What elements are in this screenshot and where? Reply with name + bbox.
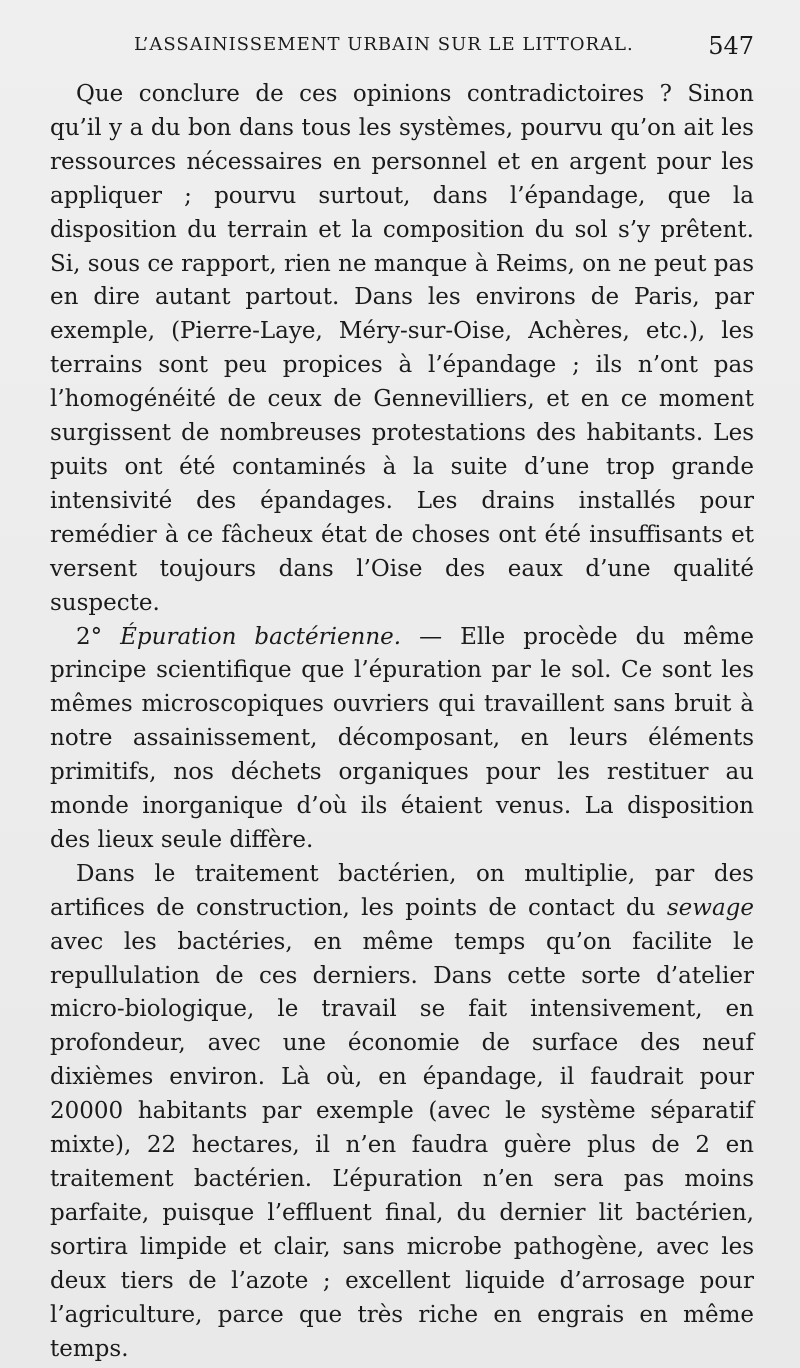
paragraph-opinions — [50, 78, 754, 621]
paragraph-bacterial-purification — [50, 621, 754, 858]
paragraph-opinions-text: Que conclure de ces opinions contradictoires ? Sinon qu’il y a du bon dans tous les systèmes, pourvu qu’on ait les ressources nécessaires en personnel et en argent pour les appliquer ; pourvu surtout, dans l’épandage, que la disposition du terrain et la composition du sol s’y prêtent. Si, sous ce rapport, rien ne manque à Reims, on ne peut pas en dire autant partout. Dans les environs de Paris, par exemple, (Pierre-Laye, Méry-sur-Oise, Achères, etc.), les terrains sont peu propices à l’épandage ; ils n’ont pas l’homogénéité de ceux de Gennevilliers, et en ce moment surgissent de nombreuses protestations des habitants. Les puits ont été contaminés à la suite d’une trop grande intensivité des épandages. Les drains installés pour remédier à ce fâcheux état de choses ont été insuffisants et versent toujours dans l’Oise des eaux d’une qualité suspecte. — [50, 81, 754, 616]
paragraph-bacterial-treatment — [50, 858, 754, 1367]
section-dash: — — [401, 623, 461, 650]
section-text: Elle procède du même principe scientifique que l’épuration par le sol. Ce sont les mêmes microscopiques ouvriers qui travaillent sans bruit à notre assainissement, décomposant, en leurs éléments primitifs, nos déchets organiques pour les restituer au monde inorganique d’où ils étaient venus. La disposition des lieux seule diffère. — [50, 623, 754, 853]
paragraph-treatment-after-term: avec les bactéries, en même temps qu’on facilite le repullulation de ces derniers. Dans cette sorte d’atelier micro-biologique, le travail se fait intensivement, en profondeur, avec une économie de surface des neuf dixièmes environ. Là où, en épandage, il faudrait pour 20000 habitants par exemple (avec le système séparatif mixte), 22 hectares, il n’en faudra guère plus de 2 en traitement bactérien. L’épuration n’en sera pas moins parfaite, puisque l’effluent final, du dernier lit bactérien, sortira limpide et clair, sans microbe pathogène, avec les deux tiers de l’azote ; excellent liquide d’arrosage pour l’agriculture, parce que très riche en engrais en même temps. — [50, 928, 754, 1362]
text-block — [50, 78, 754, 1366]
running-title: L’ASSAINISSEMENT URBAIN SUR LE LITTORAL. — [134, 34, 634, 55]
page-number: 547 — [708, 32, 754, 60]
sewage-term: sewage — [666, 894, 754, 921]
paragraph-treatment-before-term: Dans le traitement bactérien, on multiplie, par des artifices de construction, les points de contact du — [50, 860, 754, 921]
section-number: 2° — [76, 623, 103, 650]
section-title: Épuration bactérienne. — [120, 623, 402, 650]
running-head — [50, 34, 754, 78]
